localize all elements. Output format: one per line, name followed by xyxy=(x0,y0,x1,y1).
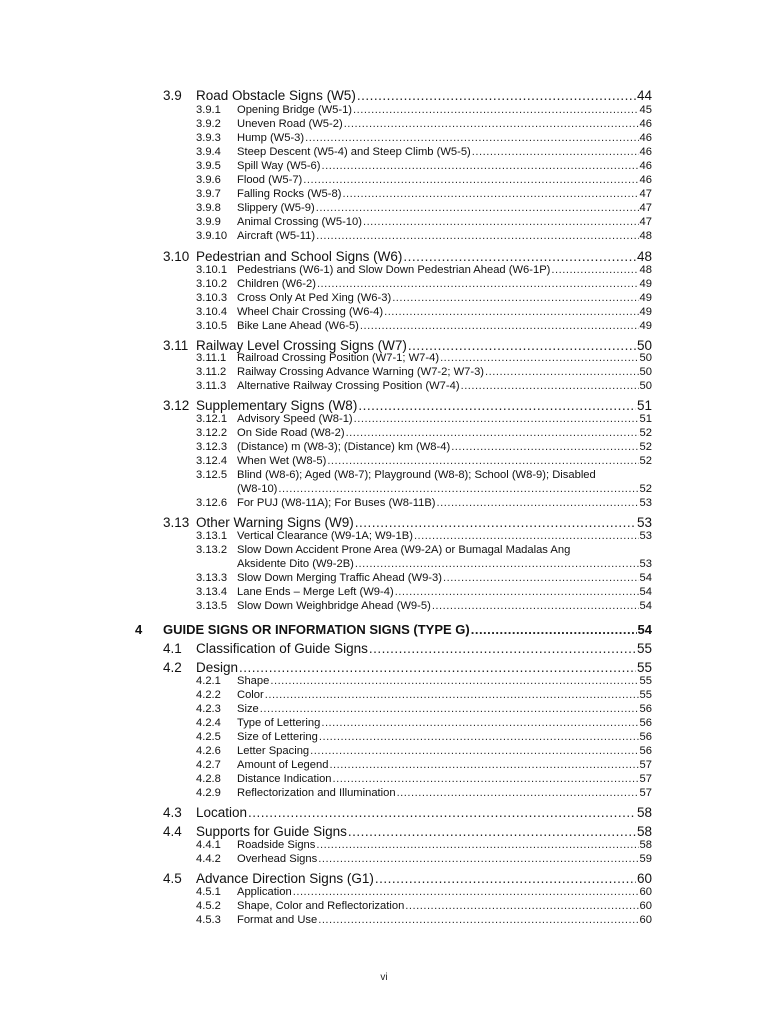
toc-entry-page: 46 xyxy=(639,160,652,172)
toc-entry-title: Color xyxy=(237,689,264,701)
toc-entry-title: On Side Road (W8-2) xyxy=(237,427,345,439)
dot-leader xyxy=(437,497,639,509)
toc-entry-title: Wheel Chair Crossing (W6-4) xyxy=(237,306,384,318)
toc-entry-page: 48 xyxy=(639,230,652,242)
toc-entry-page: 57 xyxy=(639,773,652,785)
toc-entry xyxy=(196,703,652,715)
dot-leader xyxy=(316,202,639,214)
toc-entry-page: 56 xyxy=(639,731,652,743)
toc-entry-number: 4.1 xyxy=(163,641,182,656)
toc-entry-number: 3.12.3 xyxy=(196,441,228,453)
dot-leader xyxy=(384,306,638,318)
dot-leader xyxy=(316,230,638,242)
toc-entry-number: 4.2.1 xyxy=(196,675,221,687)
dot-leader xyxy=(357,88,636,103)
toc-entry xyxy=(237,558,652,570)
toc-entry-title: Roadside Signs xyxy=(237,839,316,851)
toc-entry-page: 55 xyxy=(636,641,652,656)
toc-entry-title: Advisory Speed (W8-1) xyxy=(237,413,353,425)
toc-entry-title: Other Warning Signs (W9) xyxy=(196,515,354,530)
toc-entry-number: 3.13 xyxy=(163,515,190,530)
toc-entry xyxy=(196,264,652,276)
toc-entry-page: 54 xyxy=(639,586,652,598)
toc-entry-number: 3.11.3 xyxy=(196,380,227,392)
toc-entry-page: 54 xyxy=(639,572,652,584)
dot-leader xyxy=(270,675,638,687)
toc-entry-number: 4.3 xyxy=(163,805,182,820)
toc-entry xyxy=(196,174,652,186)
dot-leader xyxy=(310,745,638,757)
dot-leader xyxy=(440,352,638,364)
toc-entry-title: Flood (W5-7) xyxy=(237,174,303,186)
dot-leader xyxy=(321,717,638,729)
toc-entry-title: Shape xyxy=(237,675,270,687)
toc-entry-page: 58 xyxy=(639,839,652,851)
dot-leader xyxy=(318,853,638,865)
toc-entry-page: 53 xyxy=(636,515,652,530)
toc-entry-page: 56 xyxy=(639,745,652,757)
toc-entry xyxy=(196,230,652,242)
dot-leader xyxy=(319,731,639,743)
toc-entry-number: 4.5.2 xyxy=(196,900,221,912)
toc-entry-page: 51 xyxy=(639,413,652,425)
toc-entry xyxy=(196,689,652,701)
toc-entry xyxy=(196,600,652,612)
toc-entry-number: 3.10.3 xyxy=(196,292,228,304)
toc-entry-title: Slow Down Weighbridge Ahead (W9-5) xyxy=(237,600,431,612)
dot-leader xyxy=(471,622,637,637)
toc-entry xyxy=(196,745,652,757)
toc-entry xyxy=(196,900,652,912)
toc-entry-title: Slow Down Accident Prone Area (W9-2A) or Bumagal Madalas Ang xyxy=(237,544,571,556)
toc-entry-page: 57 xyxy=(639,759,652,771)
toc-entry-number: 3.10.5 xyxy=(196,320,228,332)
dot-leader xyxy=(392,292,638,304)
dot-leader xyxy=(354,413,639,425)
toc-entry-number: 3.10.2 xyxy=(196,278,228,290)
toc-entry xyxy=(196,675,652,687)
toc-entry-page: 50 xyxy=(639,366,652,378)
toc-entry-number: 3.12.1 xyxy=(196,413,228,425)
toc-entry xyxy=(196,188,652,200)
toc-entry-title: (W8-10) xyxy=(237,483,278,495)
toc-entry-title: Steep Descent (W5-4) and Steep Climb (W5-5) xyxy=(237,146,471,158)
toc-entry-title: Size of Lettering xyxy=(237,731,318,743)
toc-entry xyxy=(196,497,652,509)
toc-entry xyxy=(196,216,652,228)
toc-entry-number: 3.12.5 xyxy=(196,469,228,481)
toc-entry xyxy=(163,249,652,264)
toc-entry-number: 4.2.4 xyxy=(196,717,221,729)
toc-entry xyxy=(163,398,652,413)
toc-entry-page: 44 xyxy=(636,88,652,103)
dot-leader xyxy=(318,914,638,926)
toc-entry xyxy=(163,824,652,839)
toc-entry-number: 4.5 xyxy=(163,871,182,886)
toc-entry xyxy=(196,773,652,785)
toc-entry xyxy=(196,278,652,290)
toc-entry-number: 3.9.8 xyxy=(196,202,221,214)
toc-entry-title: (Distance) m (W8-3); (Distance) km (W8-4) xyxy=(237,441,451,453)
dot-leader xyxy=(451,441,638,453)
toc-entry xyxy=(196,572,652,584)
toc-entry-title: Supports for Guide Signs xyxy=(196,824,347,839)
toc-entry-title: Supplementary Signs (W8) xyxy=(196,398,358,413)
toc-entry xyxy=(196,132,652,144)
toc-entry xyxy=(196,759,652,771)
dot-leader xyxy=(346,427,639,439)
dot-leader xyxy=(329,759,638,771)
dot-leader xyxy=(353,104,639,116)
toc-entry-number: 3.12.4 xyxy=(196,455,228,467)
toc-entry-page: 55 xyxy=(636,660,652,675)
toc-entry-page: 57 xyxy=(639,787,652,799)
dot-leader xyxy=(432,600,639,612)
dot-leader xyxy=(355,515,636,530)
toc-entry-page: 53 xyxy=(639,558,652,570)
toc-entry xyxy=(237,483,652,495)
toc-entry-number: 3.9.9 xyxy=(196,216,221,228)
toc-entry-number: 3.9.5 xyxy=(196,160,221,172)
toc-entry-page: 53 xyxy=(639,530,652,542)
toc-entry-title: Spill Way (W5-6) xyxy=(237,160,321,172)
toc-entry xyxy=(196,839,652,851)
toc-entry xyxy=(196,441,652,453)
toc-entry-number: 3.12 xyxy=(163,398,190,413)
toc-entry xyxy=(196,118,652,130)
dot-leader xyxy=(333,773,639,785)
toc-entry-title: Type of Lettering xyxy=(237,717,321,729)
dot-leader xyxy=(342,188,638,200)
toc-entry-title: Location xyxy=(196,805,248,820)
toc-entry-number: 3.10.4 xyxy=(196,306,228,318)
toc-entry-number: 4.2.9 xyxy=(196,787,221,799)
toc-entry-number: 3.9.7 xyxy=(196,188,221,200)
dot-leader xyxy=(485,366,639,378)
dot-leader xyxy=(403,249,636,264)
toc-entry xyxy=(196,366,652,378)
toc-entry xyxy=(196,469,652,481)
toc-entry-title: Reflectorization and Illumination xyxy=(237,787,396,799)
toc-entry-page: 47 xyxy=(639,188,652,200)
dot-leader xyxy=(348,824,636,839)
toc-entry xyxy=(196,104,652,116)
dot-leader xyxy=(461,380,639,392)
toc-entry-number: 3.9.4 xyxy=(196,146,221,158)
toc-entry-number: 4.4.2 xyxy=(196,853,221,865)
toc-entry-number: 3.12.6 xyxy=(196,497,228,509)
dot-leader xyxy=(344,118,639,130)
toc-entry-page: 46 xyxy=(639,132,652,144)
toc-entry xyxy=(196,292,652,304)
toc-entry-title: Children (W6-2) xyxy=(237,278,316,290)
toc-entry-title: Bike Lane Ahead (W6-5) xyxy=(237,320,359,332)
dot-leader xyxy=(408,338,636,353)
toc-entry-title: For PUJ (W8-11A); For Buses (W8-11B) xyxy=(237,497,436,509)
toc-entry-number: 3.9.6 xyxy=(196,174,221,186)
toc-entry xyxy=(196,455,652,467)
page-number: vi xyxy=(380,972,388,983)
dot-leader xyxy=(363,216,639,228)
toc-entry xyxy=(196,530,652,542)
dot-leader xyxy=(316,839,638,851)
toc-entry-page: 59 xyxy=(639,853,652,865)
toc-entry-title: Uneven Road (W5-2) xyxy=(237,118,343,130)
toc-entry-number: 3.13.3 xyxy=(196,572,228,584)
toc-entry-page: 50 xyxy=(639,352,652,364)
toc-entry-title: Falling Rocks (W5-8) xyxy=(237,188,342,200)
dot-leader xyxy=(395,586,639,598)
toc-entry-page: 60 xyxy=(636,871,652,886)
toc-entry xyxy=(163,515,652,530)
toc-entry xyxy=(196,886,652,898)
toc-entry-number: 4.5.1 xyxy=(196,886,221,898)
toc-entry-number: 4.2 xyxy=(163,660,182,675)
toc-entry-title: Overhead Signs xyxy=(237,853,318,865)
toc-entry xyxy=(163,871,652,886)
toc-entry-page: 52 xyxy=(639,441,652,453)
toc-entry xyxy=(196,853,652,865)
toc-entry-title: Slippery (W5-9) xyxy=(237,202,315,214)
toc-entry-page: 49 xyxy=(639,278,652,290)
toc-entry-page: 56 xyxy=(639,703,652,715)
toc-entry-page: 48 xyxy=(636,249,652,264)
toc-entry xyxy=(196,320,652,332)
toc-entry-number: 3.10.1 xyxy=(196,264,228,276)
toc-entry-title: Railroad Crossing Position (W7-1; W7-4) xyxy=(237,352,440,364)
toc-entry-title: Pedestrians (W6-1) and Slow Down Pedestrian Ahead (W6-1P) xyxy=(237,264,551,276)
toc-entry-title: Hump (W5-3) xyxy=(237,132,305,144)
toc-entry-number: 4.5.3 xyxy=(196,914,221,926)
toc-entry-page: 49 xyxy=(639,292,652,304)
toc-entry xyxy=(196,306,652,318)
toc-entry xyxy=(196,202,652,214)
toc-entry xyxy=(196,914,652,926)
toc-entry xyxy=(196,427,652,439)
toc-entry-number: 3.13.1 xyxy=(196,530,228,542)
toc-entry-page: 54 xyxy=(637,622,652,637)
toc-entry-number: 3.9.2 xyxy=(196,118,221,130)
toc-entry-page: 48 xyxy=(639,264,652,276)
dot-leader xyxy=(369,641,636,656)
dot-leader xyxy=(322,160,639,172)
toc-entry-number: 4 xyxy=(135,622,143,637)
dot-leader xyxy=(239,660,636,675)
toc-entry-title: Shape, Color and Reflectorization xyxy=(237,900,405,912)
toc-entry-title: Aircraft (W5-11) xyxy=(237,230,316,242)
dot-leader xyxy=(303,174,638,186)
toc-entry xyxy=(196,413,652,425)
toc-entry-title: GUIDE SIGNS OR INFORMATION SIGNS (TYPE G) xyxy=(163,622,470,637)
toc-entry-number: 3.9.3 xyxy=(196,132,221,144)
toc-entry-title: Classification of Guide Signs xyxy=(196,641,368,656)
toc-entry-number: 4.2.3 xyxy=(196,703,221,715)
toc-entry-title: Cross Only At Ped Xing (W6-3) xyxy=(237,292,392,304)
toc-entry-title: Aksidente Dito (W9-2B) xyxy=(237,558,354,570)
toc-entry-page: 54 xyxy=(639,600,652,612)
toc-entry-title: Size xyxy=(237,703,259,715)
toc-entry-number: 3.13.5 xyxy=(196,600,228,612)
toc-entry-page: 55 xyxy=(639,675,652,687)
toc-entry xyxy=(163,805,652,820)
toc-entry-page: 49 xyxy=(639,306,652,318)
toc-entry-title: Advance Direction Signs (G1) xyxy=(196,871,374,886)
dot-leader xyxy=(305,132,638,144)
dot-leader xyxy=(443,572,639,584)
toc-entry xyxy=(196,146,652,158)
toc-entry-title: Pedestrian and School Signs (W6) xyxy=(196,249,403,264)
toc-entry-page: 60 xyxy=(639,900,652,912)
dot-leader xyxy=(355,558,639,570)
toc-entry-title: Railway Level Crossing Signs (W7) xyxy=(196,338,407,353)
toc-entry-title: Lane Ends – Merge Left (W9-4) xyxy=(237,586,394,598)
dot-leader xyxy=(405,900,638,912)
toc-entry-number: 3.13.4 xyxy=(196,586,228,598)
dot-leader xyxy=(248,805,636,820)
toc-entry-page: 45 xyxy=(639,104,652,116)
toc-entry-number: 4.2.8 xyxy=(196,773,221,785)
toc-entry-title: Format and Use xyxy=(237,914,318,926)
toc-entry-title: Blind (W8-6); Aged (W8-7); Playground (W8-8); School (W8-9); Disabled xyxy=(237,469,596,481)
toc-entry-page: 46 xyxy=(639,118,652,130)
toc-entry-number: 3.12.2 xyxy=(196,427,228,439)
toc-entry-page: 50 xyxy=(636,338,652,353)
toc-entry-page: 47 xyxy=(639,202,652,214)
toc-entry xyxy=(163,641,652,656)
toc-entry-number: 3.11.2 xyxy=(196,366,227,378)
dot-leader xyxy=(278,483,638,495)
toc-entry-page: 51 xyxy=(636,398,652,413)
dot-leader xyxy=(265,689,639,701)
toc-entry-title: Opening Bridge (W5-1) xyxy=(237,104,353,116)
toc-entry xyxy=(196,731,652,743)
dot-leader xyxy=(472,146,639,158)
toc-entry-page: 50 xyxy=(639,380,652,392)
toc-entry-page: 46 xyxy=(639,146,652,158)
toc-entry-number: 4.2.5 xyxy=(196,731,221,743)
toc-entry-number: 4.2.7 xyxy=(196,759,221,771)
toc-entry-title: Alternative Railway Crossing Position (W7-4) xyxy=(237,380,460,392)
toc-entry-title: Slow Down Merging Traffic Ahead (W9-3) xyxy=(237,572,442,584)
toc-entry-title: When Wet (W8-5) xyxy=(237,455,327,467)
toc-entry xyxy=(196,787,652,799)
toc-entry-page: 52 xyxy=(639,483,652,495)
toc-entry-page: 60 xyxy=(639,886,652,898)
toc-entry-title: Road Obstacle Signs (W5) xyxy=(196,88,356,103)
toc-entry-page: 58 xyxy=(636,824,652,839)
dot-leader xyxy=(317,278,639,290)
dot-leader xyxy=(414,530,639,542)
toc-entry-number: 3.9.1 xyxy=(196,104,221,116)
toc-entry-page: 52 xyxy=(639,427,652,439)
toc-entry-title: Design xyxy=(196,660,239,675)
toc-entry-number: 3.13.2 xyxy=(196,544,228,556)
toc-entry-page: 46 xyxy=(639,174,652,186)
toc-entry-number: 4.2.6 xyxy=(196,745,221,757)
toc-entry xyxy=(163,338,652,353)
toc-entry xyxy=(196,380,652,392)
dot-leader xyxy=(327,455,638,467)
toc-entry-number: 4.2.2 xyxy=(196,689,221,701)
toc-entry-title: Railway Crossing Advance Warning (W7-2; W7-3) xyxy=(237,366,485,378)
toc-entry-page: 47 xyxy=(639,216,652,228)
toc-entry xyxy=(196,352,652,364)
dot-leader xyxy=(375,871,636,886)
toc-entry xyxy=(196,586,652,598)
dot-leader xyxy=(360,320,639,332)
toc-entry-page: 56 xyxy=(639,717,652,729)
toc-entry-title: Animal Crossing (W5-10) xyxy=(237,216,362,228)
dot-leader xyxy=(397,787,639,799)
toc-entry-page: 53 xyxy=(639,497,652,509)
toc-entry-page: 49 xyxy=(639,320,652,332)
toc-entry-page: 58 xyxy=(636,805,652,820)
dot-leader xyxy=(551,264,638,276)
toc-entry xyxy=(196,544,652,556)
toc-entry-page: 52 xyxy=(639,455,652,467)
dot-leader xyxy=(358,398,636,413)
toc-entry-number: 3.11 xyxy=(163,338,189,353)
toc-entry xyxy=(163,88,652,103)
toc-entry-number: 3.9 xyxy=(163,88,182,103)
toc-entry-number: 3.10 xyxy=(163,249,190,264)
toc-entry xyxy=(196,717,652,729)
toc-entry-number: 4.4.1 xyxy=(196,839,221,851)
toc-entry xyxy=(196,160,652,172)
toc-entry-number: 3.11.1 xyxy=(196,352,227,364)
toc-entry-title: Application xyxy=(237,886,292,898)
toc-entry-title: Amount of Legend xyxy=(237,759,329,771)
toc-entry-title: Vertical Clearance (W9-1A; W9-1B) xyxy=(237,530,413,542)
toc-entry xyxy=(135,622,652,637)
dot-leader xyxy=(260,703,639,715)
toc-entry-title: Letter Spacing xyxy=(237,745,310,757)
toc-entry-title: Distance Indication xyxy=(237,773,332,785)
toc-entry-number: 4.4 xyxy=(163,824,182,839)
dot-leader xyxy=(293,886,639,898)
toc-entry-page: 60 xyxy=(639,914,652,926)
toc-entry-number: 3.9.10 xyxy=(196,230,228,242)
toc-entry-page: 55 xyxy=(639,689,652,701)
toc-entry xyxy=(163,660,652,675)
